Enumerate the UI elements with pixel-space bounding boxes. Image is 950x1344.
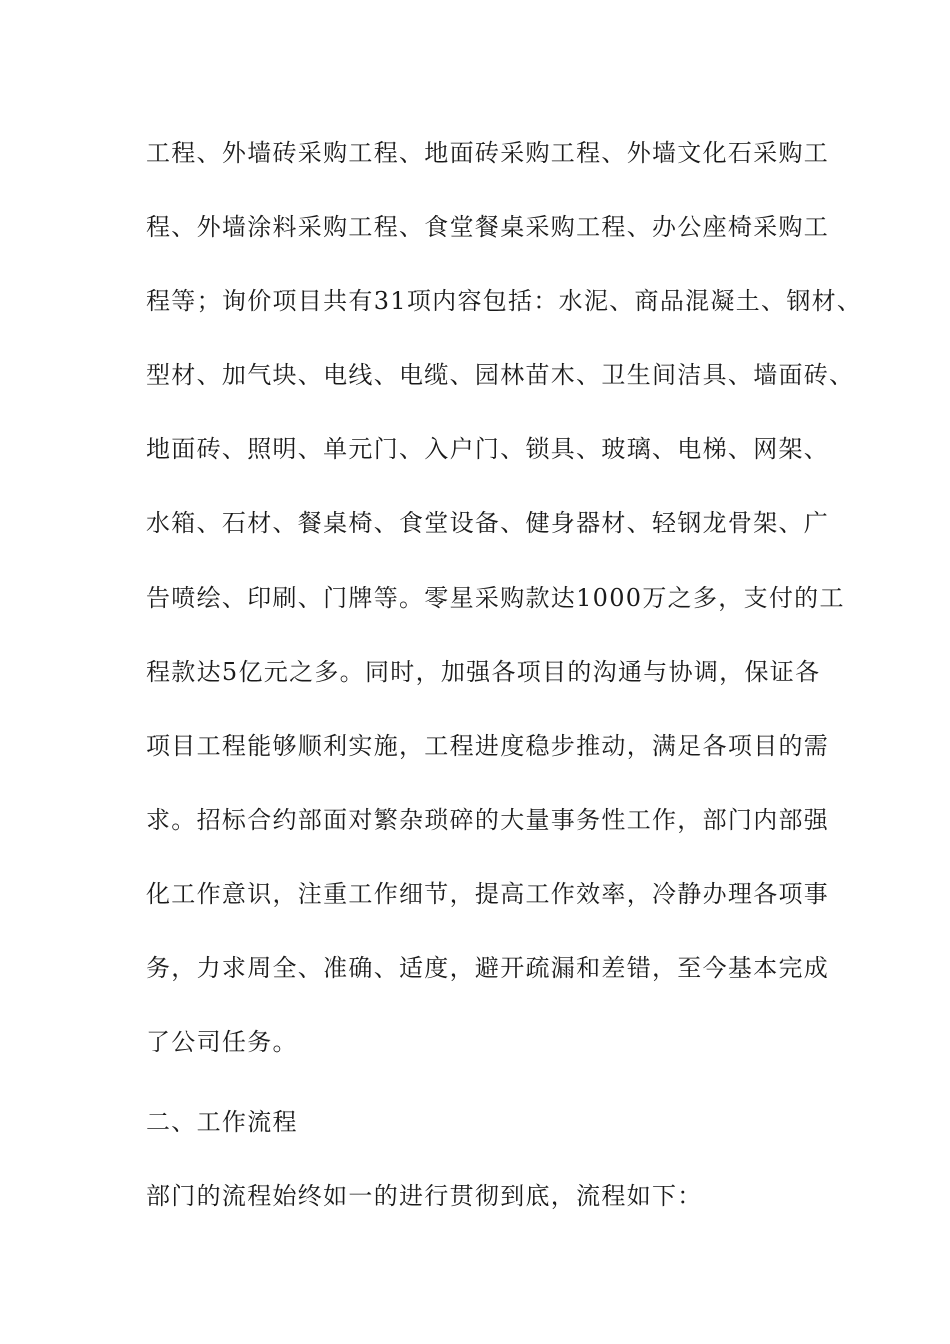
paragraph-line: 地面砖、照明、单元门、入户门、锁具、玻璃、电梯、网架、 — [146, 435, 830, 463]
section-heading: 二、工作流程 — [146, 1108, 298, 1136]
paragraph-line: 型材、加气块、电线、电缆、园林苗木、卫生间洁具、墙面砖、 — [146, 361, 855, 389]
paragraph-line: 求。招标合约部面对繁杂琐碎的大量事务性工作，部门内部强 — [146, 806, 830, 834]
paragraph-line: 化工作意识，注重工作细节，提高工作效率，冷静办理各项事 — [146, 880, 830, 908]
paragraph-line: 工程、外墙砖采购工程、地面砖采购工程、外墙文化石采购工 — [146, 139, 830, 167]
paragraph-line: 了公司任务。 — [146, 1028, 298, 1056]
paragraph-line: 程款达5亿元之多。同时，加强各项目的沟通与协调，保证各 — [146, 658, 821, 686]
paragraph-line: 水箱、石材、餐桌椅、食堂设备、健身器材、轻钢龙骨架、广 — [146, 509, 830, 537]
paragraph-line: 告喷绘、印刷、门牌等。零星采购款达1000万之多，支付的工 — [146, 584, 845, 612]
closing-line: 部门的流程始终如一的进行贯彻到底，流程如下： — [146, 1182, 703, 1210]
paragraph-line: 项目工程能够顺利实施，工程进度稳步推动，满足各项目的需 — [146, 732, 830, 760]
paragraph-line: 程、外墙涂料采购工程、食堂餐桌采购工程、办公座椅采购工 — [146, 213, 830, 241]
paragraph-line: 务，力求周全、准确、适度，避开疏漏和差错，至今基本完成 — [146, 954, 830, 982]
paragraph-line: 程等；询价项目共有31项内容包括：水泥、商品混凝土、钢材、 — [146, 287, 863, 315]
